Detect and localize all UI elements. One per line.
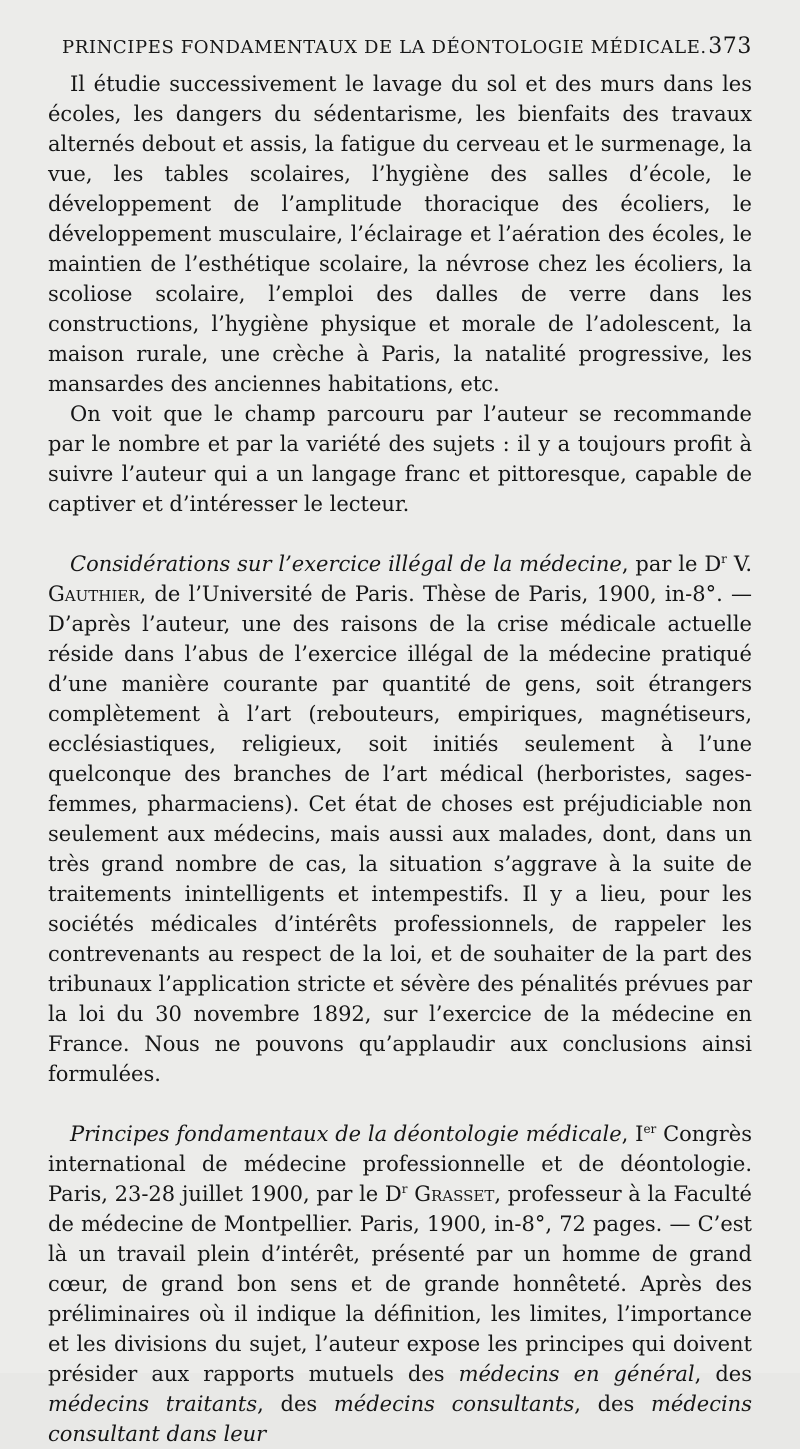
review-deontology-principles xyxy=(48,1119,752,1449)
work-title: Considérations sur l’exercice illégal de la médecine xyxy=(70,552,622,576)
running-header xyxy=(62,34,752,59)
review-body: , de l’Université de Paris. Thèse de Paris, 1900, in-8°. — D’après l’auteur, une des raisons de la crise médicale actuelle réside dans l’abus de l’exercice illégal de la médecine pratiqué d’une manière courante par quantité de gens, soit étrangers complètement à l’art (rebouteurs, empiriques, magnétiseurs, ecclésiastiques, religieux, soit initiés seulement à l’une quelconque des branches de l’art médical (herboristes, sages-femmes, pharmaciens). Cet état de choses est préjudiciable non seulement aux médecins, mais aussi aux malades, dont, dans un très grand nombre de cas, la situation s’aggrave à la suite de traitements inintelligents et intempestifs. Il y a lieu, pour les sociétés médicales d’intérêts professionnels, de rappeler les contrevenants au respect de la loi, et de souhaiter de la part des tribunaux l’application stricte et sévère des pénalités prévues par la loi du 30 novembre 1892, sur l’exercice de la médecine en France. Nous ne pouvons qu’applaudir aux conclusions ainsi formulées. xyxy=(48,582,752,1086)
paragraph-topics-list xyxy=(48,69,752,399)
superscript: er xyxy=(643,1122,657,1136)
author-name: Grasset xyxy=(414,1182,495,1206)
congress-text: Congrès international de médecine professionnelle et de déontologie. Paris, 23-28 juillet 1900, par le D xyxy=(48,1122,752,1206)
review-illegal-practice xyxy=(48,549,752,1089)
review-body: , professeur à la Faculté de médecine de Montpellier. Paris, 1900, in-8°, 72 pages. — C’est là un travail plein d’intérêt, présenté par un homme de grand cœur, de grand bon sens et de grande honnêteté. Après des préliminaires où il indique la définition, les limites, l’importance et les divisions du sujet, l’auteur expose les principes qui doivent présider aux rapports mutuels des xyxy=(48,1182,752,1386)
page-number: 373 xyxy=(708,34,752,59)
superscript: r xyxy=(401,1182,408,1196)
paragraph-text: Il étudie successivement le lavage du sol et des murs dans les écoles, les dangers du sédentarisme, les bienfaits des travaux alternés debout et assis, la fatigue du cerveau et le surmenage, la vue, les tables scolaires, l’hygiène des salles d’école, le développement de l’amplitude thoracique des écoliers, le développement musculaire, l’éclairage et l’aération des écoles, le maintien de l’esthétique scolaire, la névrose chez les écoliers, la scoliose scolaire, l’emploi des dalles de verre dans les constructions, l’hygiène physique et morale de l’adolescent, la maison rurale, une crèche à Paris, la natalité progressive, les mansardes des anciennes habitations, etc. xyxy=(48,72,752,396)
emphasis: médecins consultant dans leur xyxy=(48,1392,752,1446)
paragraph-text: On voit que le champ parcouru par l’auteur se recommande par le nombre et par la variété des sujets : il y a toujours profit à suivre l’auteur qui a un langage franc et pittoresque, capable de captiver et d’intéresser le lecteur. xyxy=(48,402,752,516)
emphasis: médecins en général xyxy=(458,1362,695,1386)
separator: , des xyxy=(257,1392,334,1416)
emphasis: médecins consultants xyxy=(333,1392,575,1416)
work-title: Principes fondamentaux de la déontologie médicale xyxy=(70,1122,622,1146)
byline-prefix: , par le D xyxy=(621,552,722,576)
author-name: Gauthier xyxy=(48,582,140,606)
superscript: r xyxy=(721,552,727,566)
author-initial: V. xyxy=(726,552,752,576)
paragraph-assessment xyxy=(48,399,752,519)
emphasis: médecins traitants xyxy=(48,1392,258,1416)
running-title: PRINCIPES FONDAMENTAUX DE LA DÉONTOLOGIE MÉDICALE. xyxy=(62,37,707,58)
separator: , des xyxy=(574,1392,651,1416)
congress-prefix: , I xyxy=(621,1122,644,1146)
separator: , des xyxy=(694,1362,752,1386)
